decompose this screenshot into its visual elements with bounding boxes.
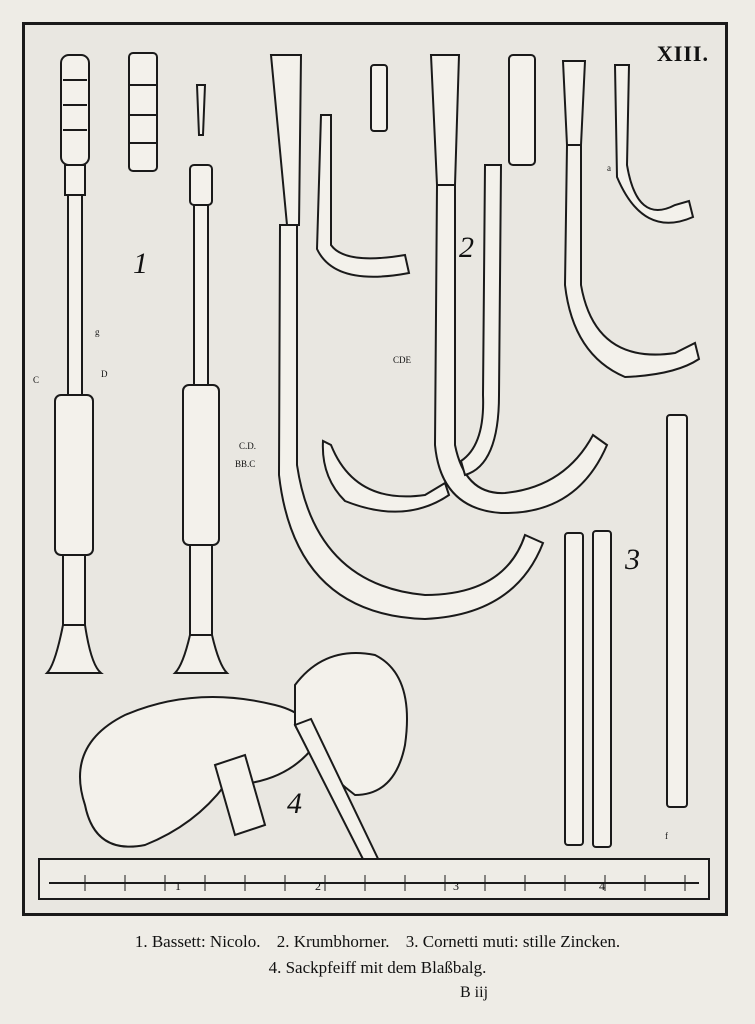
- caption-line-1: [0, 932, 755, 952]
- scale-mark-4: 4: [599, 879, 605, 893]
- label-2: 2: [459, 231, 474, 264]
- label-4: 4: [287, 787, 302, 820]
- label-g: g: [95, 327, 100, 337]
- bassett-large-illustration: [47, 55, 101, 673]
- krumbhorn-large-top: [271, 55, 301, 225]
- krumbhorn-large-illustration: [279, 225, 543, 619]
- label-3: 3: [625, 543, 640, 576]
- label-f: f: [665, 831, 668, 841]
- cornetto-2-illustration: [593, 531, 611, 847]
- label-bbc: BB.C: [235, 459, 256, 469]
- bagpipe-bag-illustration: [80, 697, 315, 847]
- caption-item-krumbhorner: 2. Krumbhorner.: [276, 932, 390, 951]
- caption-item-bassett: 1. Bassett: Nicolo.: [134, 932, 261, 951]
- scale-mark-2: 2: [315, 879, 321, 893]
- cornetto-3-illustration: [667, 415, 687, 807]
- plate-number: XIII.: [656, 41, 709, 66]
- krumbhorn-right-illustration: [565, 145, 699, 377]
- krumbhorn-small-illustration: [317, 115, 409, 277]
- label-d: D: [101, 369, 108, 379]
- label-cde: CDE: [393, 355, 411, 365]
- label-1: 1: [133, 247, 148, 280]
- bassett-small-illustration: [175, 85, 227, 673]
- woodcut-plate: [22, 22, 728, 916]
- instruments-illustration: [25, 25, 725, 913]
- scale-bar: [39, 859, 709, 899]
- cornetto-1-illustration: [565, 533, 583, 845]
- scale-mark-3: 3: [453, 879, 459, 893]
- caption-line-2: 4. Sackpfeiff mit dem Blaßbalg.: [268, 958, 487, 977]
- bassett-cap-illustration: [129, 53, 157, 171]
- scale-mark-1: 1: [175, 879, 181, 893]
- label-a: a: [607, 163, 611, 173]
- signature-mark: B iij: [460, 984, 489, 1001]
- label-c: C: [33, 375, 40, 385]
- caption-item-cornetti: 3. Cornetti muti: stille Zincken.: [405, 932, 621, 951]
- label-cd: C.D.: [239, 441, 257, 451]
